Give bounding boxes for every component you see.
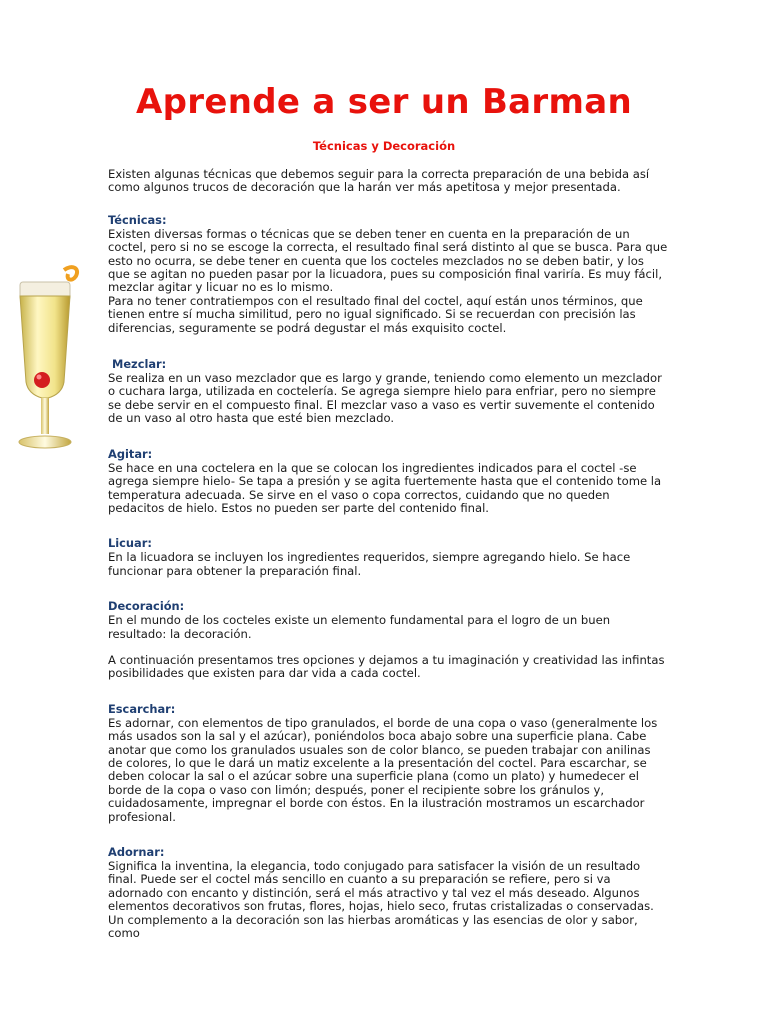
heading-licuar: Licuar: <box>108 536 152 551</box>
article-body <box>108 168 668 955</box>
heading-escarchar: Escarchar: <box>108 701 176 716</box>
paragraph-gap <box>108 641 668 654</box>
agitar-paragraph: Se hace en una coctelera en la que se colocan los ingredientes indicados para el coctel -se agrega siempre hielo- Se tapa a presión y se agita fuertemente hasta que el contenido tome la temperatura adecuada. Se sirve en el vaso o copa correctos, cuidando que no queden pedacitos de hielo. Estos no pueden ser parte del contenido final. <box>108 460 662 515</box>
section-mezclar <box>108 357 668 426</box>
adornar-paragraph-1: Significa la inventina, la elegancia, todo conjugado para satisfacer la visión de un resultado final. Puede ser el coctel más sencillo en cuanto a su preparación se refiere, pero si va adornado con encanto y distinción, será el más atractivo y tal vez el más deseado. Algunos elementos decorativos son frutas, flores, hojas, hielo seco, frutas cristalizadas o conservadas. <box>108 859 654 914</box>
decoracion-paragraph-1: En el mundo de los cocteles existe un elemento fundamental para el logro de un buen resultado: la decoración. <box>108 613 611 641</box>
mezclar-paragraph: Se realiza en un vaso mezclador que es largo y grande, teniendo como elemento un mezclador o cuchara larga, utilizada en coctelería. Se agrega siempre hielo para enfriar, pero no siempre se debe servir en el compuesto final. El mezclar vaso a vaso es vertir suvemente el contenido de un vaso al otro hasta que esté bien mezclado. <box>108 371 662 426</box>
tecnicas-paragraph-1: Existen diversas formas o técnicas que se deben tener en cuenta en la preparación de un coctel, pero si no se escoge la correcta, el resultado final será distinto al que se busca. Para que esto no ocurra, se debe tener en cuenta que los cocteles mezclados no se deben batir, y los que se agitan no pueden pasar por la licuadora, pues su composición final variría. Es muy fácil, mezclar agitar y licuar no es lo mismo. <box>108 226 668 295</box>
heading-agitar: Agitar: <box>108 446 153 461</box>
page-title: Aprende a ser un Barman <box>136 82 632 122</box>
page-subtitle: Técnicas y Decoración <box>312 139 456 153</box>
heading-decoracion: Decoración: <box>108 599 185 614</box>
decoracion-paragraph-2: A continuación presentamos tres opciones y dejamos a tu imaginación y creatividad las infintas posibilidades que existen para dar vida a cada coctel. <box>108 652 665 681</box>
heading-tecnicas: Técnicas: <box>108 212 167 227</box>
intro-paragraph: Existen algunas técnicas que debemos seguir para la correcta preparación de una bebida así como algunos trucos de decoración que la harán ver más apetitosa y mejor presentada. <box>108 167 650 195</box>
tecnicas-paragraph-2: Para no tener contratiempos con el resultado final del coctel, aquí están unos términos, que tienen entre sí mucha similitud, pero no igual significado. Si se recuerdan con precisión las diferencias, seguramente se podrá degustar el más exquisito coctel. <box>108 293 643 335</box>
section-adornar <box>108 845 668 940</box>
section-licuar <box>108 536 668 578</box>
heading-adornar: Adornar: <box>108 845 165 859</box>
adornar-paragraph-2: Un complemento a la decoración son las hierbas aromáticas y las esencias de olor y sabor, como <box>108 912 638 941</box>
section-tecnicas <box>108 213 668 335</box>
section-decoracion <box>108 599 668 681</box>
escarchar-paragraph: Es adornar, con elementos de tipo granulados, el borde de una copa o vaso (generalmente los más usados son la sal y el azúcar), poniéndolos boca abajo sobre una superficie plana. Cabe anotar que como los granulados usuales son de color blanco, se pueden trabajar con anilinas de colores, lo que le dará un matiz excelente a la presentación del coctel. Para escarchar, se deben colocar la sal o el azúcar sobre una superficie plana (como un plato) y humedecer el borde de la copa o vaso con limón; después, poner el recipiente sobre los gránulos y, cuidadosamente, impregnar el borde con éstos. En la ilustración mostramos un escarchador profesional. <box>108 715 658 824</box>
licuar-paragraph: En la licuadora se incluyen los ingredientes requeridos, siempre agregando hielo. Se hace funcionar para obtener la preparación final. <box>108 550 631 578</box>
heading-mezclar: Mezclar: <box>112 357 167 372</box>
section-agitar <box>108 447 668 516</box>
cocktail-glass-icon <box>14 262 84 452</box>
section-escarchar <box>108 702 668 824</box>
